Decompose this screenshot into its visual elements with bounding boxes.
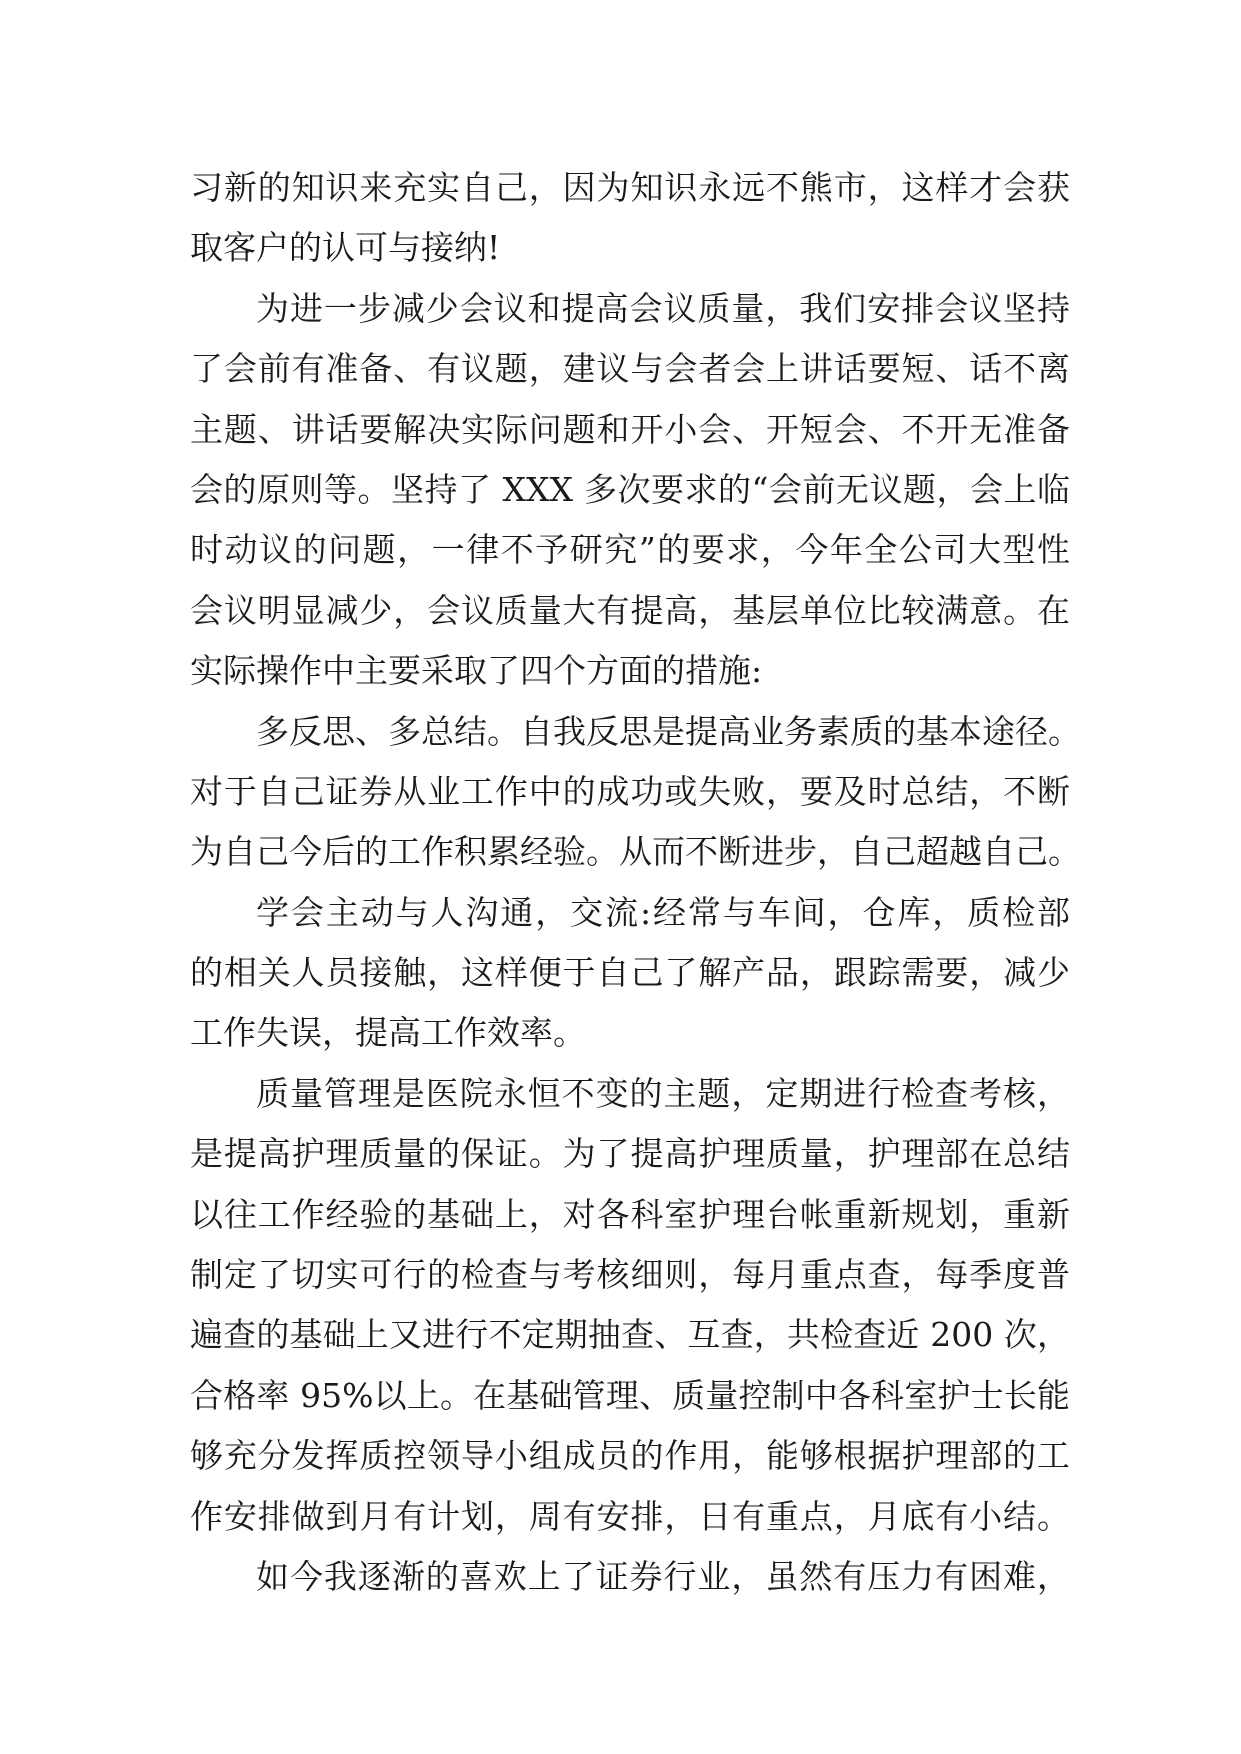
text-line: 以往工作经验的基础上，对各科室护理台帐重新规划，重新 — [190, 1194, 1070, 1234]
text-line: 合格率 95%以上。在基础管理、质量控制中各科室护士长能 — [190, 1375, 1070, 1415]
paragraph — [190, 883, 1070, 1064]
text-line: 多反思、多总结。自我反思是提高业务素质的基本途径。 — [256, 711, 1081, 751]
text-line: 质量管理是医院永恒不变的主题，定期进行检查考核， — [256, 1073, 1070, 1113]
text-line: 如今我逐渐的喜欢上了证券行业，虽然有压力有困难， — [256, 1556, 1070, 1596]
text-line: 为进一步减少会议和提高会议质量，我们安排会议坚持 — [256, 288, 1070, 328]
text-line: 时动议的问题，一律不予研究”的要求，今年全公司大型性 — [190, 530, 1070, 570]
text-line: 的相关人员接触，这样便于自己了解产品，跟踪需要，减少 — [190, 953, 1070, 993]
text-line: 取客户的认可与接纳! — [190, 228, 501, 268]
text-line: 会的原则等。坚持了 XXX 多次要求的“会前无议题，会上临 — [190, 469, 1070, 509]
text-line: 为自己今后的工作积累经验。从而不断进步，自己超越自己。 — [190, 832, 1081, 872]
text-line: 是提高护理质量的保证。为了提高护理质量，护理部在总结 — [190, 1134, 1070, 1174]
text-line: 遍查的基础上又进行不定期抽查、互查，共检查近 200 次， — [190, 1315, 1070, 1355]
text-line: 会议明显减少，会议质量大有提高，基层单位比较满意。在 — [190, 590, 1070, 630]
paragraph — [190, 1064, 1070, 1547]
text-line: 实际操作中主要采取了四个方面的措施: — [190, 651, 763, 691]
text-line: 工作失误，提高工作效率。 — [190, 1013, 586, 1053]
text-line: 习新的知识来充实自己，因为知识永远不熊市，这样才会获 — [190, 168, 1070, 207]
text-line: 主题、讲话要解决实际问题和开小会、开短会、不开无准备 — [190, 409, 1070, 449]
text-line: 作安排做到月有计划，周有安排，日有重点，月底有小结。 — [190, 1496, 1070, 1536]
text-line: 够充分发挥质控领导小组成员的作用，能够根据护理部的工 — [190, 1436, 1070, 1476]
text-line: 学会主动与人沟通，交流:经常与车间，仓库，质检部 — [256, 892, 1070, 932]
body-text — [190, 158, 1081, 1607]
text-line: 制定了切实可行的检查与考核细则，每月重点查，每季度普 — [190, 1255, 1070, 1295]
text-line: 了会前有准备、有议题，建议与会者会上讲话要短、话不离 — [190, 349, 1070, 389]
paragraph — [190, 279, 1070, 702]
paragraph — [190, 158, 1070, 279]
text-line: 对于自己证券从业工作中的成功或失败，要及时总结，不断 — [190, 771, 1070, 811]
paragraph — [190, 702, 1081, 883]
paragraph — [190, 1547, 1070, 1607]
